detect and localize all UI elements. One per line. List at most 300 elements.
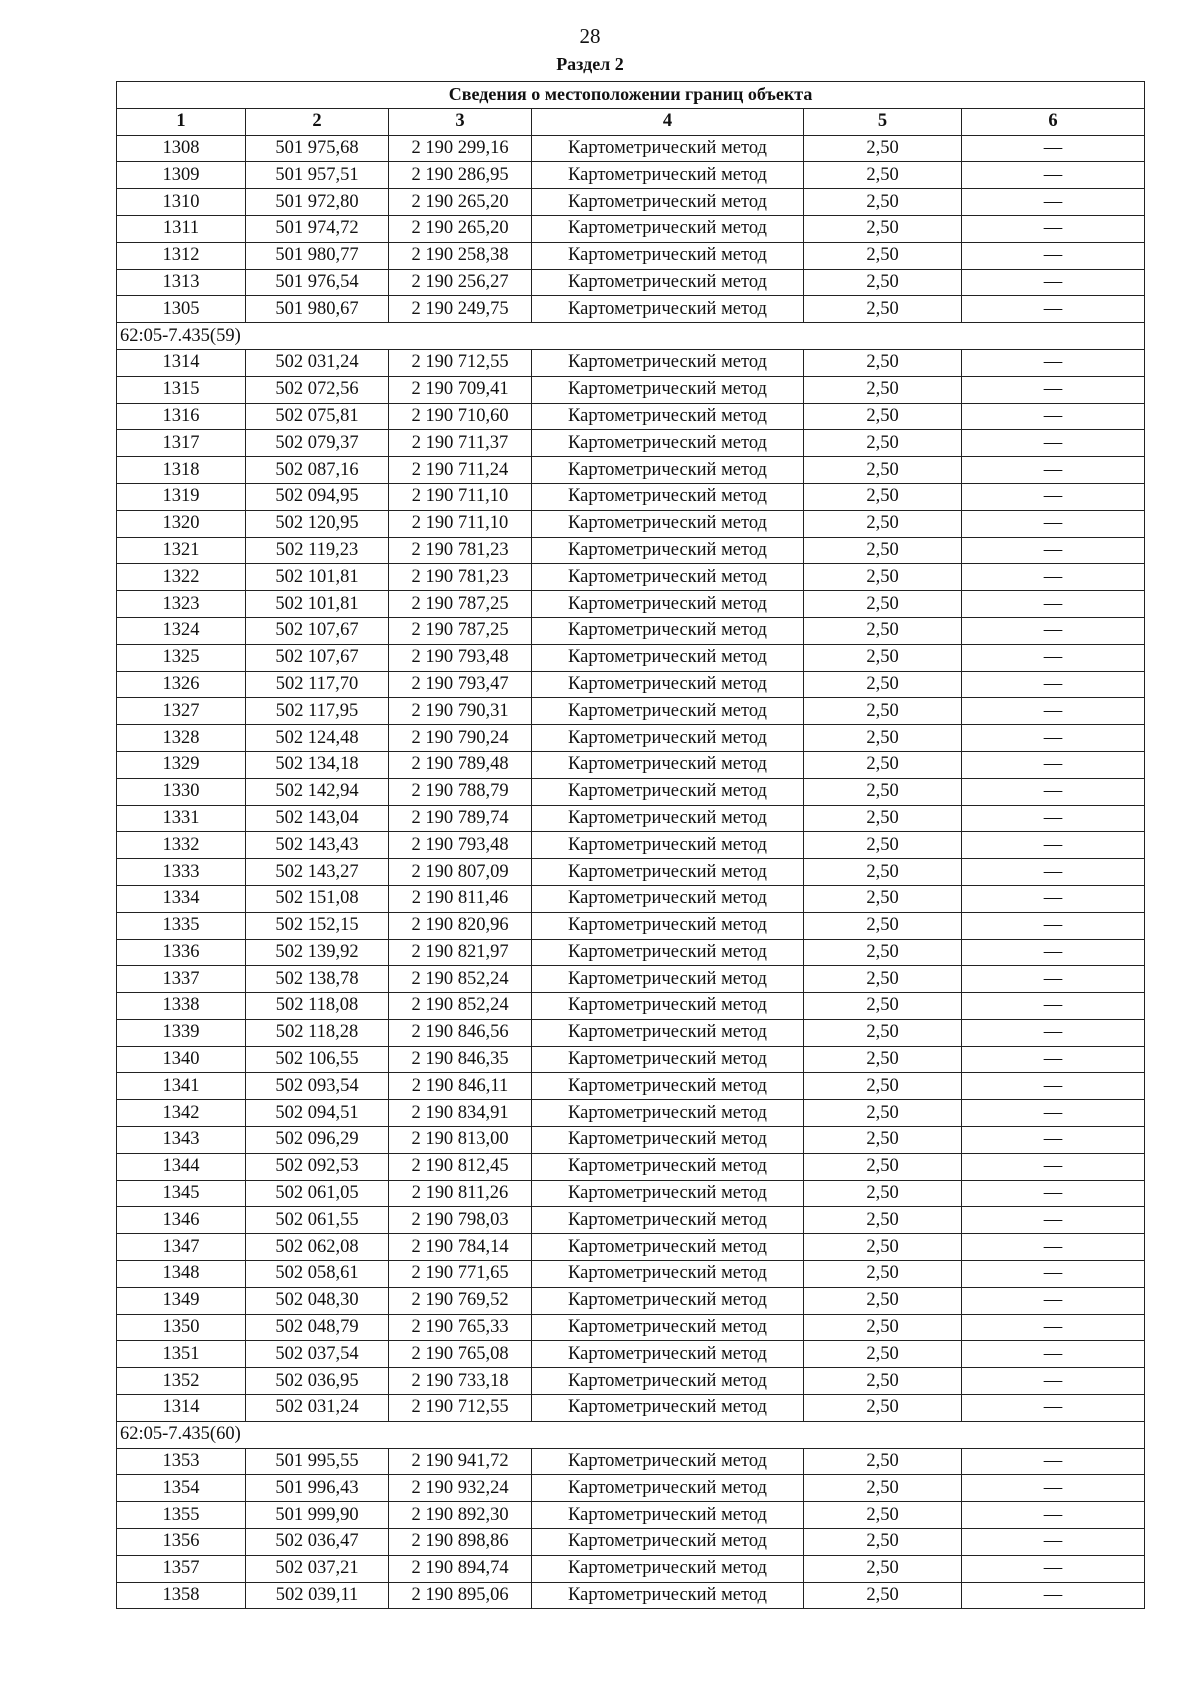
accuracy-cell: 2,50 (804, 1180, 962, 1207)
accuracy-cell: 2,50 (804, 457, 962, 484)
point-number-cell: 1313 (117, 269, 246, 296)
note-cell: — (962, 912, 1145, 939)
table-row (117, 1100, 1145, 1127)
note-cell: — (962, 1448, 1145, 1475)
table-row (117, 1207, 1145, 1234)
method-cell: Картометрический метод (532, 1073, 804, 1100)
method-cell: Картометрический метод (532, 617, 804, 644)
method-cell: Картометрический метод (532, 1100, 804, 1127)
accuracy-cell: 2,50 (804, 671, 962, 698)
accuracy-cell: 2,50 (804, 966, 962, 993)
note-cell: — (962, 671, 1145, 698)
accuracy-cell: 2,50 (804, 885, 962, 912)
accuracy-cell: 2,50 (804, 564, 962, 591)
x-coordinate-cell: 502 143,43 (246, 832, 389, 859)
accuracy-cell: 2,50 (804, 1234, 962, 1261)
note-cell: — (962, 1368, 1145, 1395)
x-coordinate-cell: 501 996,43 (246, 1475, 389, 1502)
x-coordinate-cell: 502 039,11 (246, 1582, 389, 1609)
method-cell: Картометрический метод (532, 1207, 804, 1234)
y-coordinate-cell: 2 190 765,08 (389, 1341, 532, 1368)
y-coordinate-cell: 2 190 258,38 (389, 242, 532, 269)
x-coordinate-cell: 502 143,27 (246, 859, 389, 886)
parcel-group-label: 62:05-7.435(59) (117, 323, 1145, 350)
y-coordinate-cell: 2 190 807,09 (389, 859, 532, 886)
method-cell: Картометрический метод (532, 1287, 804, 1314)
x-coordinate-cell: 502 094,51 (246, 1100, 389, 1127)
note-cell: — (962, 1261, 1145, 1288)
note-cell: — (962, 269, 1145, 296)
point-number-cell: 1341 (117, 1073, 246, 1100)
y-coordinate-cell: 2 190 790,24 (389, 725, 532, 752)
accuracy-cell: 2,50 (804, 1153, 962, 1180)
table-row (117, 1287, 1145, 1314)
column-header: 3 (389, 108, 532, 135)
method-cell: Картометрический метод (532, 1368, 804, 1395)
x-coordinate-cell: 502 048,79 (246, 1314, 389, 1341)
y-coordinate-cell: 2 190 711,10 (389, 510, 532, 537)
x-coordinate-cell: 502 124,48 (246, 725, 389, 752)
note-cell: — (962, 1314, 1145, 1341)
note-cell: — (962, 1555, 1145, 1582)
x-coordinate-cell: 502 117,95 (246, 698, 389, 725)
table-row (117, 1153, 1145, 1180)
table-row (117, 1046, 1145, 1073)
point-number-cell: 1319 (117, 483, 246, 510)
y-coordinate-cell: 2 190 834,91 (389, 1100, 532, 1127)
table-row (117, 1475, 1145, 1502)
x-coordinate-cell: 502 037,21 (246, 1555, 389, 1582)
table-caption-row (117, 82, 1145, 109)
table-row (117, 778, 1145, 805)
point-number-cell: 1335 (117, 912, 246, 939)
y-coordinate-cell: 2 190 793,47 (389, 671, 532, 698)
page-number: 28 (579, 24, 601, 48)
accuracy-cell: 2,50 (804, 1073, 962, 1100)
method-cell: Картометрический метод (532, 189, 804, 216)
point-number-cell: 1348 (117, 1261, 246, 1288)
table-row (117, 189, 1145, 216)
point-number-cell: 1305 (117, 296, 246, 323)
point-number-cell: 1338 (117, 993, 246, 1020)
point-number-cell: 1326 (117, 671, 246, 698)
note-cell: — (962, 939, 1145, 966)
x-coordinate-cell: 502 138,78 (246, 966, 389, 993)
accuracy-cell: 2,50 (804, 1555, 962, 1582)
y-coordinate-cell: 2 190 712,55 (389, 1395, 532, 1422)
y-coordinate-cell: 2 190 798,03 (389, 1207, 532, 1234)
table-row (117, 1127, 1145, 1154)
y-coordinate-cell: 2 190 265,20 (389, 215, 532, 242)
table-row (117, 403, 1145, 430)
table-row (117, 430, 1145, 457)
note-cell: — (962, 1287, 1145, 1314)
note-cell: — (962, 1207, 1145, 1234)
x-coordinate-cell: 502 087,16 (246, 457, 389, 484)
x-coordinate-cell: 502 106,55 (246, 1046, 389, 1073)
table-row (117, 993, 1145, 1020)
y-coordinate-cell: 2 190 895,06 (389, 1582, 532, 1609)
accuracy-cell: 2,50 (804, 1019, 962, 1046)
method-cell: Картометрический метод (532, 993, 804, 1020)
method-cell: Картометрический метод (532, 1153, 804, 1180)
note-cell: — (962, 1180, 1145, 1207)
point-number-cell: 1351 (117, 1341, 246, 1368)
method-cell: Картометрический метод (532, 510, 804, 537)
note-cell: — (962, 537, 1145, 564)
method-cell: Картометрический метод (532, 912, 804, 939)
point-number-cell: 1318 (117, 457, 246, 484)
method-cell: Картометрический метод (532, 698, 804, 725)
x-coordinate-cell: 501 980,67 (246, 296, 389, 323)
note-cell: — (962, 698, 1145, 725)
accuracy-cell: 2,50 (804, 912, 962, 939)
table-row (117, 564, 1145, 591)
y-coordinate-cell: 2 190 781,23 (389, 537, 532, 564)
y-coordinate-cell: 2 190 793,48 (389, 644, 532, 671)
y-coordinate-cell: 2 190 784,14 (389, 1234, 532, 1261)
y-coordinate-cell: 2 190 711,37 (389, 430, 532, 457)
table-row (117, 1019, 1145, 1046)
accuracy-cell: 2,50 (804, 859, 962, 886)
x-coordinate-cell: 502 101,81 (246, 564, 389, 591)
x-coordinate-cell: 502 118,08 (246, 993, 389, 1020)
note-cell: — (962, 1475, 1145, 1502)
accuracy-cell: 2,50 (804, 403, 962, 430)
note-cell: — (962, 644, 1145, 671)
table-row (117, 859, 1145, 886)
note-cell: — (962, 215, 1145, 242)
table-row (117, 162, 1145, 189)
y-coordinate-cell: 2 190 790,31 (389, 698, 532, 725)
method-cell: Картометрический метод (532, 135, 804, 162)
note-cell: — (962, 1234, 1145, 1261)
method-cell: Картометрический метод (532, 644, 804, 671)
table-caption: Сведения о местоположении границ объекта (117, 82, 1145, 109)
method-cell: Картометрический метод (532, 457, 804, 484)
point-number-cell: 1330 (117, 778, 246, 805)
x-coordinate-cell: 502 139,92 (246, 939, 389, 966)
table-row (117, 617, 1145, 644)
table-row (117, 832, 1145, 859)
y-coordinate-cell: 2 190 712,55 (389, 349, 532, 376)
accuracy-cell: 2,50 (804, 751, 962, 778)
method-cell: Картометрический метод (532, 859, 804, 886)
point-number-cell: 1329 (117, 751, 246, 778)
table-row (117, 644, 1145, 671)
method-cell: Картометрический метод (532, 939, 804, 966)
column-header: 4 (532, 108, 804, 135)
point-number-cell: 1310 (117, 189, 246, 216)
y-coordinate-cell: 2 190 813,00 (389, 1127, 532, 1154)
y-coordinate-cell: 2 190 249,75 (389, 296, 532, 323)
table-row (117, 966, 1145, 993)
note-cell: — (962, 1046, 1145, 1073)
accuracy-cell: 2,50 (804, 376, 962, 403)
column-header: 2 (246, 108, 389, 135)
method-cell: Картометрический метод (532, 1261, 804, 1288)
point-number-cell: 1345 (117, 1180, 246, 1207)
accuracy-cell: 2,50 (804, 1475, 962, 1502)
accuracy-cell: 2,50 (804, 296, 962, 323)
table-row (117, 1261, 1145, 1288)
table-row (117, 457, 1145, 484)
point-number-cell: 1352 (117, 1368, 246, 1395)
accuracy-cell: 2,50 (804, 1582, 962, 1609)
y-coordinate-cell: 2 190 711,24 (389, 457, 532, 484)
table-row (117, 805, 1145, 832)
x-coordinate-cell: 502 036,95 (246, 1368, 389, 1395)
x-coordinate-cell: 502 107,67 (246, 617, 389, 644)
table-row (117, 1073, 1145, 1100)
column-header-row (117, 108, 1145, 135)
y-coordinate-cell: 2 190 821,97 (389, 939, 532, 966)
table-row (117, 591, 1145, 618)
note-cell: — (962, 483, 1145, 510)
point-number-cell: 1334 (117, 885, 246, 912)
table-row (117, 1555, 1145, 1582)
point-number-cell: 1332 (117, 832, 246, 859)
y-coordinate-cell: 2 190 769,52 (389, 1287, 532, 1314)
accuracy-cell: 2,50 (804, 537, 962, 564)
y-coordinate-cell: 2 190 846,56 (389, 1019, 532, 1046)
method-cell: Картометрический метод (532, 1314, 804, 1341)
x-coordinate-cell: 502 101,81 (246, 591, 389, 618)
x-coordinate-cell: 502 118,28 (246, 1019, 389, 1046)
point-number-cell: 1349 (117, 1287, 246, 1314)
method-cell: Картометрический метод (532, 1529, 804, 1556)
y-coordinate-cell: 2 190 892,30 (389, 1502, 532, 1529)
point-number-cell: 1347 (117, 1234, 246, 1261)
accuracy-cell: 2,50 (804, 1127, 962, 1154)
y-coordinate-cell: 2 190 820,96 (389, 912, 532, 939)
accuracy-cell: 2,50 (804, 832, 962, 859)
method-cell: Картометрический метод (532, 376, 804, 403)
note-cell: — (962, 564, 1145, 591)
y-coordinate-cell: 2 190 286,95 (389, 162, 532, 189)
table-row (117, 537, 1145, 564)
method-cell: Картометрический метод (532, 296, 804, 323)
x-coordinate-cell: 502 031,24 (246, 1395, 389, 1422)
y-coordinate-cell: 2 190 771,65 (389, 1261, 532, 1288)
method-cell: Картометрический метод (532, 403, 804, 430)
accuracy-cell: 2,50 (804, 698, 962, 725)
x-coordinate-cell: 501 976,54 (246, 269, 389, 296)
note-cell: — (962, 1153, 1145, 1180)
note-cell: — (962, 1502, 1145, 1529)
table-body (117, 135, 1145, 1609)
x-coordinate-cell: 501 957,51 (246, 162, 389, 189)
column-header: 1 (117, 108, 246, 135)
x-coordinate-cell: 502 036,47 (246, 1529, 389, 1556)
accuracy-cell: 2,50 (804, 430, 962, 457)
table-row (117, 885, 1145, 912)
x-coordinate-cell: 502 072,56 (246, 376, 389, 403)
accuracy-cell: 2,50 (804, 1448, 962, 1475)
boundary-coordinates-table (116, 81, 1145, 1609)
table-row (117, 1314, 1145, 1341)
point-number-cell: 1350 (117, 1314, 246, 1341)
table-row (117, 483, 1145, 510)
group-row (117, 1421, 1145, 1448)
point-number-cell: 1323 (117, 591, 246, 618)
note-cell: — (962, 162, 1145, 189)
accuracy-cell: 2,50 (804, 1046, 962, 1073)
method-cell: Картометрический метод (532, 832, 804, 859)
y-coordinate-cell: 2 190 711,10 (389, 483, 532, 510)
accuracy-cell: 2,50 (804, 725, 962, 752)
point-number-cell: 1356 (117, 1529, 246, 1556)
note-cell: — (962, 1073, 1145, 1100)
x-coordinate-cell: 502 152,15 (246, 912, 389, 939)
point-number-cell: 1353 (117, 1448, 246, 1475)
note-cell: — (962, 725, 1145, 752)
y-coordinate-cell: 2 190 811,46 (389, 885, 532, 912)
note-cell: — (962, 617, 1145, 644)
accuracy-cell: 2,50 (804, 1287, 962, 1314)
accuracy-cell: 2,50 (804, 215, 962, 242)
accuracy-cell: 2,50 (804, 242, 962, 269)
method-cell: Картометрический метод (532, 215, 804, 242)
method-cell: Картометрический метод (532, 483, 804, 510)
x-coordinate-cell: 502 092,53 (246, 1153, 389, 1180)
point-number-cell: 1336 (117, 939, 246, 966)
column-header: 5 (804, 108, 962, 135)
y-coordinate-cell: 2 190 852,24 (389, 993, 532, 1020)
table-row (117, 671, 1145, 698)
x-coordinate-cell: 502 079,37 (246, 430, 389, 457)
method-cell: Картометрический метод (532, 1582, 804, 1609)
note-cell: — (962, 591, 1145, 618)
method-cell: Картометрический метод (532, 537, 804, 564)
method-cell: Картометрический метод (532, 1475, 804, 1502)
point-number-cell: 1309 (117, 162, 246, 189)
y-coordinate-cell: 2 190 265,20 (389, 189, 532, 216)
method-cell: Картометрический метод (532, 778, 804, 805)
x-coordinate-cell: 502 107,67 (246, 644, 389, 671)
accuracy-cell: 2,50 (804, 591, 962, 618)
y-coordinate-cell: 2 190 710,60 (389, 403, 532, 430)
y-coordinate-cell: 2 190 781,23 (389, 564, 532, 591)
y-coordinate-cell: 2 190 256,27 (389, 269, 532, 296)
y-coordinate-cell: 2 190 941,72 (389, 1448, 532, 1475)
accuracy-cell: 2,50 (804, 993, 962, 1020)
accuracy-cell: 2,50 (804, 135, 962, 162)
method-cell: Картометрический метод (532, 671, 804, 698)
accuracy-cell: 2,50 (804, 162, 962, 189)
x-coordinate-cell: 502 037,54 (246, 1341, 389, 1368)
note-cell: — (962, 349, 1145, 376)
point-number-cell: 1328 (117, 725, 246, 752)
method-cell: Картометрический метод (532, 1046, 804, 1073)
y-coordinate-cell: 2 190 793,48 (389, 832, 532, 859)
point-number-cell: 1327 (117, 698, 246, 725)
note-cell: — (962, 1582, 1145, 1609)
note-cell: — (962, 1100, 1145, 1127)
method-cell: Картометрический метод (532, 1502, 804, 1529)
method-cell: Картометрический метод (532, 349, 804, 376)
accuracy-cell: 2,50 (804, 269, 962, 296)
x-coordinate-cell: 501 975,68 (246, 135, 389, 162)
x-coordinate-cell: 502 094,95 (246, 483, 389, 510)
note-cell: — (962, 1529, 1145, 1556)
accuracy-cell: 2,50 (804, 1395, 962, 1422)
note-cell: — (962, 993, 1145, 1020)
x-coordinate-cell: 502 031,24 (246, 349, 389, 376)
note-cell: — (962, 778, 1145, 805)
point-number-cell: 1325 (117, 644, 246, 671)
note-cell: — (962, 1395, 1145, 1422)
method-cell: Картометрический метод (532, 1555, 804, 1582)
y-coordinate-cell: 2 190 789,74 (389, 805, 532, 832)
table-row (117, 376, 1145, 403)
table-row (117, 135, 1145, 162)
x-coordinate-cell: 502 117,70 (246, 671, 389, 698)
note-cell: — (962, 885, 1145, 912)
point-number-cell: 1344 (117, 1153, 246, 1180)
method-cell: Картометрический метод (532, 751, 804, 778)
method-cell: Картометрический метод (532, 564, 804, 591)
y-coordinate-cell: 2 190 811,26 (389, 1180, 532, 1207)
y-coordinate-cell: 2 190 733,18 (389, 1368, 532, 1395)
y-coordinate-cell: 2 190 846,35 (389, 1046, 532, 1073)
note-cell: — (962, 805, 1145, 832)
x-coordinate-cell: 501 999,90 (246, 1502, 389, 1529)
accuracy-cell: 2,50 (804, 805, 962, 832)
method-cell: Картометрический метод (532, 805, 804, 832)
table-row (117, 751, 1145, 778)
note-cell: — (962, 296, 1145, 323)
note-cell: — (962, 242, 1145, 269)
table-row (117, 1502, 1145, 1529)
point-number-cell: 1357 (117, 1555, 246, 1582)
accuracy-cell: 2,50 (804, 617, 962, 644)
method-cell: Картометрический метод (532, 242, 804, 269)
x-coordinate-cell: 502 075,81 (246, 403, 389, 430)
method-cell: Картометрический метод (532, 1019, 804, 1046)
table-row (117, 939, 1145, 966)
method-cell: Картометрический метод (532, 591, 804, 618)
column-header: 6 (962, 108, 1145, 135)
method-cell: Картометрический метод (532, 269, 804, 296)
note-cell: — (962, 859, 1145, 886)
y-coordinate-cell: 2 190 299,16 (389, 135, 532, 162)
accuracy-cell: 2,50 (804, 189, 962, 216)
method-cell: Картометрический метод (532, 966, 804, 993)
table-row (117, 1341, 1145, 1368)
accuracy-cell: 2,50 (804, 1368, 962, 1395)
point-number-cell: 1339 (117, 1019, 246, 1046)
x-coordinate-cell: 502 058,61 (246, 1261, 389, 1288)
note-cell: — (962, 832, 1145, 859)
method-cell: Картометрический метод (532, 1234, 804, 1261)
x-coordinate-cell: 502 093,54 (246, 1073, 389, 1100)
accuracy-cell: 2,50 (804, 510, 962, 537)
point-number-cell: 1321 (117, 537, 246, 564)
x-coordinate-cell: 502 062,08 (246, 1234, 389, 1261)
point-number-cell: 1320 (117, 510, 246, 537)
y-coordinate-cell: 2 190 894,74 (389, 1555, 532, 1582)
table-row (117, 912, 1145, 939)
point-number-cell: 1354 (117, 1475, 246, 1502)
note-cell: — (962, 403, 1145, 430)
parcel-group-label: 62:05-7.435(60) (117, 1421, 1145, 1448)
note-cell: — (962, 189, 1145, 216)
table-row (117, 296, 1145, 323)
x-coordinate-cell: 502 061,55 (246, 1207, 389, 1234)
y-coordinate-cell: 2 190 898,86 (389, 1529, 532, 1556)
y-coordinate-cell: 2 190 787,25 (389, 617, 532, 644)
